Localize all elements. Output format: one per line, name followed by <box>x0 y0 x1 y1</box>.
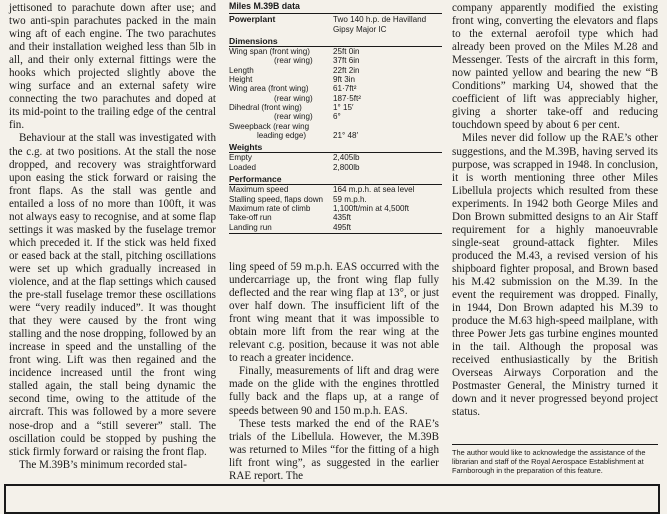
data-value: 164 m.p.h. at sea level <box>333 185 415 195</box>
data-row <box>229 223 442 232</box>
data-label: leading edge) <box>257 130 307 140</box>
data-table-title: Miles M.39B data <box>229 2 442 14</box>
data-value-line: Two 140 h.p. de Havilland <box>333 15 427 25</box>
data-row <box>229 103 442 112</box>
aircraft-data-table <box>229 2 442 234</box>
data-value: 2,800lb <box>333 162 360 172</box>
article-column-right <box>452 2 658 420</box>
data-label: Wing span (front wing) <box>229 47 310 57</box>
data-row <box>229 163 442 172</box>
paragraph: These tests marked the end of the RAE’s trials of the Libellula. However, the M.39B was returned to Miles “for the fitting of a high lift front wing”, as suggested in the earlier RAE report. The <box>229 417 439 482</box>
data-label: Length <box>229 65 254 75</box>
data-value: 59 m.p.h. <box>333 194 367 204</box>
data-row <box>229 122 442 131</box>
data-row <box>229 153 442 162</box>
data-row-powerplant <box>229 15 442 34</box>
data-label: Stalling speed, flaps down <box>229 194 324 204</box>
data-row <box>229 131 442 140</box>
bottom-frame-border <box>4 484 660 514</box>
data-value: 495ft <box>333 222 352 232</box>
acknowledgement-note: The author would like to acknowledge the assistance of the librarian and staff of the Royal Aerospace Establishment at Farnborough in the preparation of this feature. <box>452 444 658 475</box>
data-value <box>333 15 442 34</box>
data-row <box>229 112 442 121</box>
paragraph: Behaviour at the stall was investigated with the c.g. at two positions. At the stall the nose dropped, and recovery was straightforward upon easing the stick forward or raising the front flaps. As the stall was gentle and entailed a loss of no more than 100ft, it was not always easy to recognise, and at some flap settings it was masked by the fuselage tremor which preceded it. If the stick was held fixed or eased back at the stall, pitching oscillations were set up which gradually increased in violence, and at the flap settings which caused the pre-stall fuselage tremor these oscillations were “very readily induced”. It was thought that they were caused by the front wing stalling and the nose dropping, followed by an increase in speed and the unstalling of the front wing. Lift was then regained and the incidence increased until the front wing stalled again, the stall being dynamic the second time, owing to the attitude of the aircraft. This was followed by a more severe nose-drop and a “still severer” stall. The oscillation could be stopped by pushing the stick firmly forward or raising the front flap. <box>9 132 216 458</box>
data-value: 21° 48′ <box>333 130 359 140</box>
paragraph: ling speed of 59 m.p.h. EAS occurred with the undercarriage up, the front wing flap fully deflected and the rear wing flap at 13°, or just over half down. The insufficient lift of the front wing meant that it was impossible to obtain more lift from the rear wing at the relevant c.g. position, because it was not able to reach a greater incidence. <box>229 261 439 365</box>
data-row <box>229 47 442 56</box>
section-heading-performance: Performance <box>229 174 282 185</box>
data-value: 6° <box>333 112 341 122</box>
data-label: (rear wing) <box>274 56 313 66</box>
data-value-line: Gipsy Major IC <box>333 24 387 34</box>
data-label: Wing area (front wing) <box>229 84 309 94</box>
paragraph: The M.39B’s minimum recorded stal- <box>19 458 187 471</box>
data-value: 2,405lb <box>333 153 360 163</box>
data-label: (rear wing) <box>274 112 313 122</box>
article-column-left <box>9 2 216 472</box>
article-column-middle <box>229 261 439 483</box>
paragraph: company apparently modified the existing front wing, converting the elevators and flaps to the external aerofoil type which had already been proved on the Miles M.28 and Messenger. Tests of the aircraft in this form, now painted yellow and bearing the new “B Conditions” marking U4, showed that the coefficient of lift was appreciably higher, giving a shorter take-off and reducing touchdown speed by about 6 per cent. <box>452 2 658 132</box>
paragraph: Finally, measurements of lift and drag were made on the glide with the engines throttled fully back and the flaps up, at a range of speeds between 90 and 150 m.p.h. EAS. <box>229 365 439 417</box>
data-value: 435ft <box>333 213 352 223</box>
data-value: 187·5ft² <box>333 93 361 103</box>
data-label: Loaded <box>229 162 257 172</box>
data-label: Maximum speed <box>229 185 289 195</box>
data-label: (rear wing) <box>274 93 313 103</box>
data-label: Landing run <box>229 222 272 232</box>
data-row <box>229 213 442 222</box>
paragraph: Miles never did follow up the RAE’s other suggestions, and the M.39B, having served its purpose, was scrapped in 1948. In conclusion, it is worth mentioning three other Miles Libellula projects which resulted from these experiments. In 1942 both George Miles and Don Brown submitted designs to an Air Staff requirement for a highly manoeuvrable single-seat ground-attack fighter. Miles produced the M.43, a revised version of his shipboard fighter proposal, and Brown based his M.42 submission on the M.39. In the event the requirement was dropped. Finally, in 1944, Don Brown adapted his M.39 to produce the M.63 high-speed mailplane, with three Power Jets gas turbine engines mounted in the tail. Although the proposal was received enthusiastically by the British Overseas Airways Corporation and the Postmaster General, the Ministry turned it down and it never progressed beyond project status. <box>452 132 658 419</box>
data-row <box>229 185 442 194</box>
performance-rows <box>229 184 442 233</box>
data-label: Height <box>229 75 253 85</box>
data-row <box>229 75 442 84</box>
weights-rows <box>229 152 442 172</box>
section-heading-dimensions: Dimensions <box>229 35 278 46</box>
data-value: 1° 15′ <box>333 102 354 112</box>
data-label: Sweepback (rear wing <box>229 121 310 131</box>
data-value: 61·7ft² <box>333 84 357 94</box>
data-value <box>369 122 442 131</box>
data-label: Take-off run <box>229 213 272 223</box>
data-row <box>229 56 442 65</box>
data-label: Empty <box>229 153 252 163</box>
data-value: 1,100ft/min at 4,500ft <box>333 203 410 213</box>
data-label: Dihedral (front wing) <box>229 102 302 112</box>
data-row <box>229 84 442 93</box>
section-heading-weights: Weights <box>229 142 263 153</box>
dimensions-rows <box>229 46 442 140</box>
data-label: Maximum rate of climb <box>229 203 311 213</box>
data-value: 22ft 2in <box>333 65 360 75</box>
data-label: Powerplant <box>229 14 276 25</box>
data-row <box>229 195 442 204</box>
data-value: 37ft 6in <box>333 56 360 66</box>
data-row <box>229 94 442 103</box>
data-value: 25ft 0in <box>333 47 360 57</box>
data-row <box>229 66 442 75</box>
data-row <box>229 204 442 213</box>
paragraph: jettisoned to parachute down after use; and two anti-spin parachutes packed in the main wing aft of each engine. The two parachutes and their installation weighed less than 5lb in all, and their only external fittings were the hooks which projected slightly above the wing surface and an external safety wire connecting the two parachutes and doped at its mid-point to the trailing edge of the central fin. <box>9 2 216 132</box>
data-value: 9ft 3in <box>333 75 356 85</box>
